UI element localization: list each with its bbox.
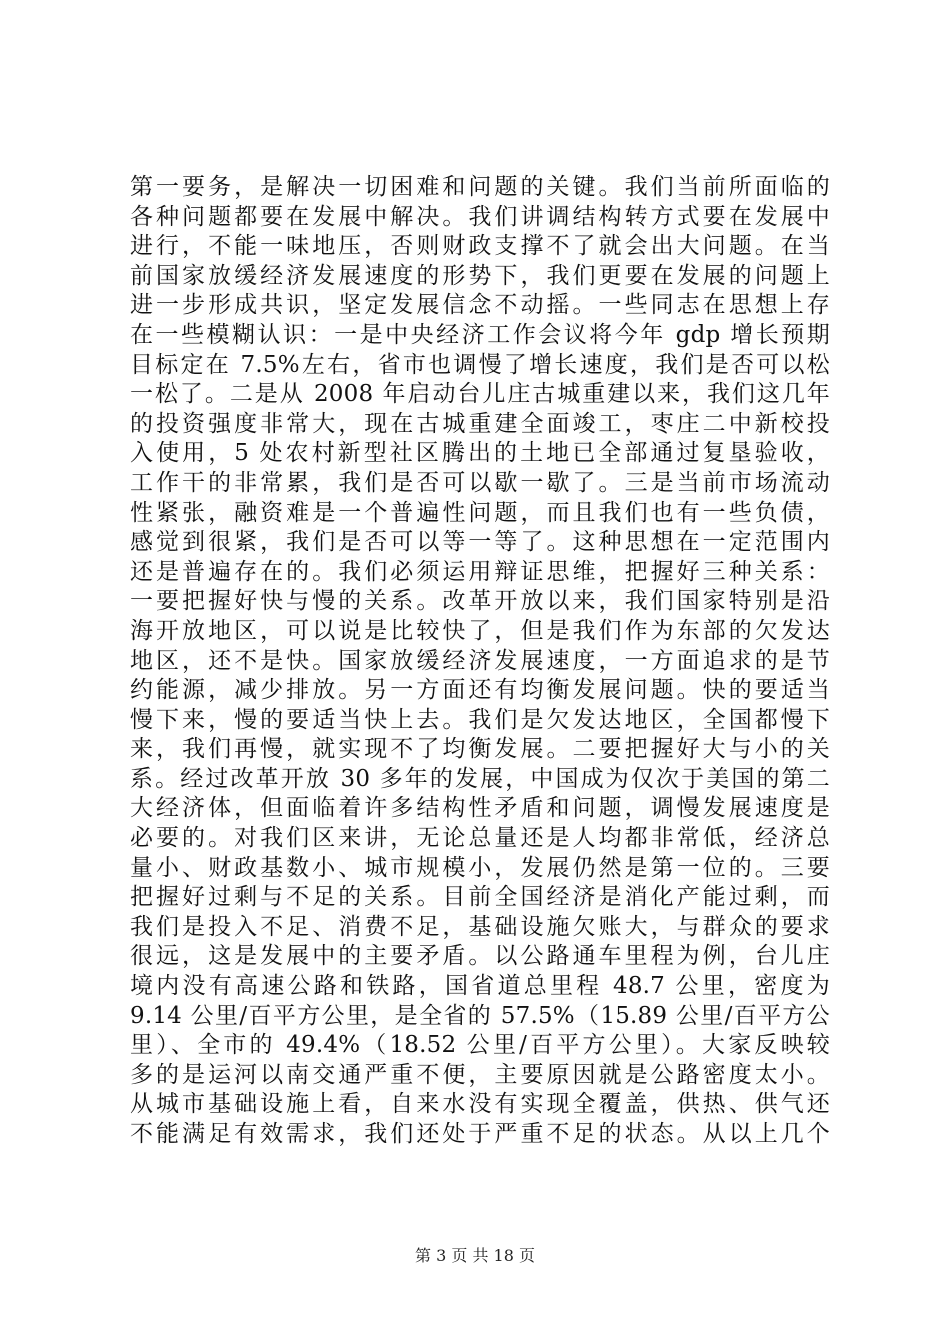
text-line: 前国家放缓经济发展速度的形势下，我们更要在发展的问题上	[130, 262, 830, 289]
text-line: 9.14 公里/百平方公里，是全省的 57.5%（15.89 公里/百平方公	[130, 1002, 830, 1029]
text-line: 各种问题都要在发展中解决。我们讲调结构转方式要在发展中	[130, 203, 830, 230]
text-line: 还是普遍存在的。我们必须运用辩证思维，把握好三种关系：	[130, 558, 830, 585]
text-line: 工作干的非常累，我们是否可以歇一歇了。三是当前市场流动	[130, 469, 830, 496]
text-line: 从城市基础设施上看，自来水没有实现全覆盖，供热、供气还	[130, 1091, 830, 1118]
text-line: 我们是投入不足、消费不足，基础设施欠账大，与群众的要求	[130, 913, 830, 940]
text-line: 进一步形成共识，坚定发展信念不动摇。一些同志在思想上存	[130, 292, 830, 319]
text-line: 境内没有高速公路和铁路，国省道总里程 48.7 公里，密度为	[130, 973, 830, 1000]
text-line: 进行，不能一味地压，否则财政支撑不了就会出大问题。在当	[130, 233, 830, 260]
text-line: 把握好过剩与不足的关系。目前全国经济是消化产能过剩，而	[130, 884, 830, 911]
text-line: 的投资强度非常大，现在古城重建全面竣工，枣庄二中新校投	[130, 410, 830, 437]
text-line: 来，我们再慢，就实现不了均衡发展。二要把握好大与小的关	[130, 736, 830, 763]
text-line: 多的是运河以南交通严重不便，主要原因就是公路密度太小。	[130, 1061, 830, 1088]
text-line: 感觉到很紧，我们是否可以等一等了。这种思想在一定范围内	[130, 529, 830, 556]
text-line: 必要的。对我们区来讲，无论总量还是人均都非常低，经济总	[130, 825, 830, 852]
text-line: 一松了。二是从 2008 年启动台儿庄古城重建以来，我们这几年	[130, 381, 830, 408]
text-line: 慢下来，慢的要适当快上去。我们是欠发达地区，全国都慢下	[130, 706, 830, 733]
text-line: 很远，这是发展中的主要矛盾。以公路通车里程为例，台儿庄	[130, 943, 830, 970]
text-line: 入使用，5 处农村新型社区腾出的土地已全部通过复垦验收，	[130, 440, 830, 467]
text-line: 在一些模糊认识：一是中央经济工作会议将今年 gdp 增长预期	[130, 321, 830, 348]
body-paragraph	[130, 173, 830, 1150]
text-line: 一要把握好快与慢的关系。改革开放以来，我们国家特别是沿	[130, 588, 830, 615]
text-line: 不能满足有效需求，我们还处于严重不足的状态。从以上几个	[130, 1121, 830, 1147]
text-line: 目标定在 7.5%左右，省市也调慢了增长速度，我们是否可以松	[130, 351, 830, 378]
text-line: 性紧张，融资难是一个普遍性问题，而且我们也有一些负债，	[130, 499, 830, 526]
text-line: 大经济体，但面临着许多结构性矛盾和问题，调慢发展速度是	[130, 795, 830, 822]
text-line: 第一要务，是解决一切困难和问题的关键。我们当前所面临的	[130, 174, 830, 200]
page-footer: 第 3 页 共 18 页	[415, 1246, 535, 1265]
text-line: 海开放地区，可以说是比较快了，但是我们作为东部的欠发达	[130, 617, 830, 644]
text-line: 地区，还不是快。国家放缓经济发展速度，一方面追求的是节	[130, 647, 830, 674]
text-line: 约能源，减少排放。另一方面还有均衡发展问题。快的要适当	[130, 677, 830, 704]
text-line: 里）、全市的 49.4%（18.52 公里/百平方公里）。大家反映较	[130, 1032, 830, 1059]
text-line: 量小、财政基数小、城市规模小，发展仍然是第一位的。三要	[130, 854, 830, 881]
text-line: 系。经过改革开放 30 多年的发展，中国成为仅次于美国的第二	[130, 765, 830, 792]
